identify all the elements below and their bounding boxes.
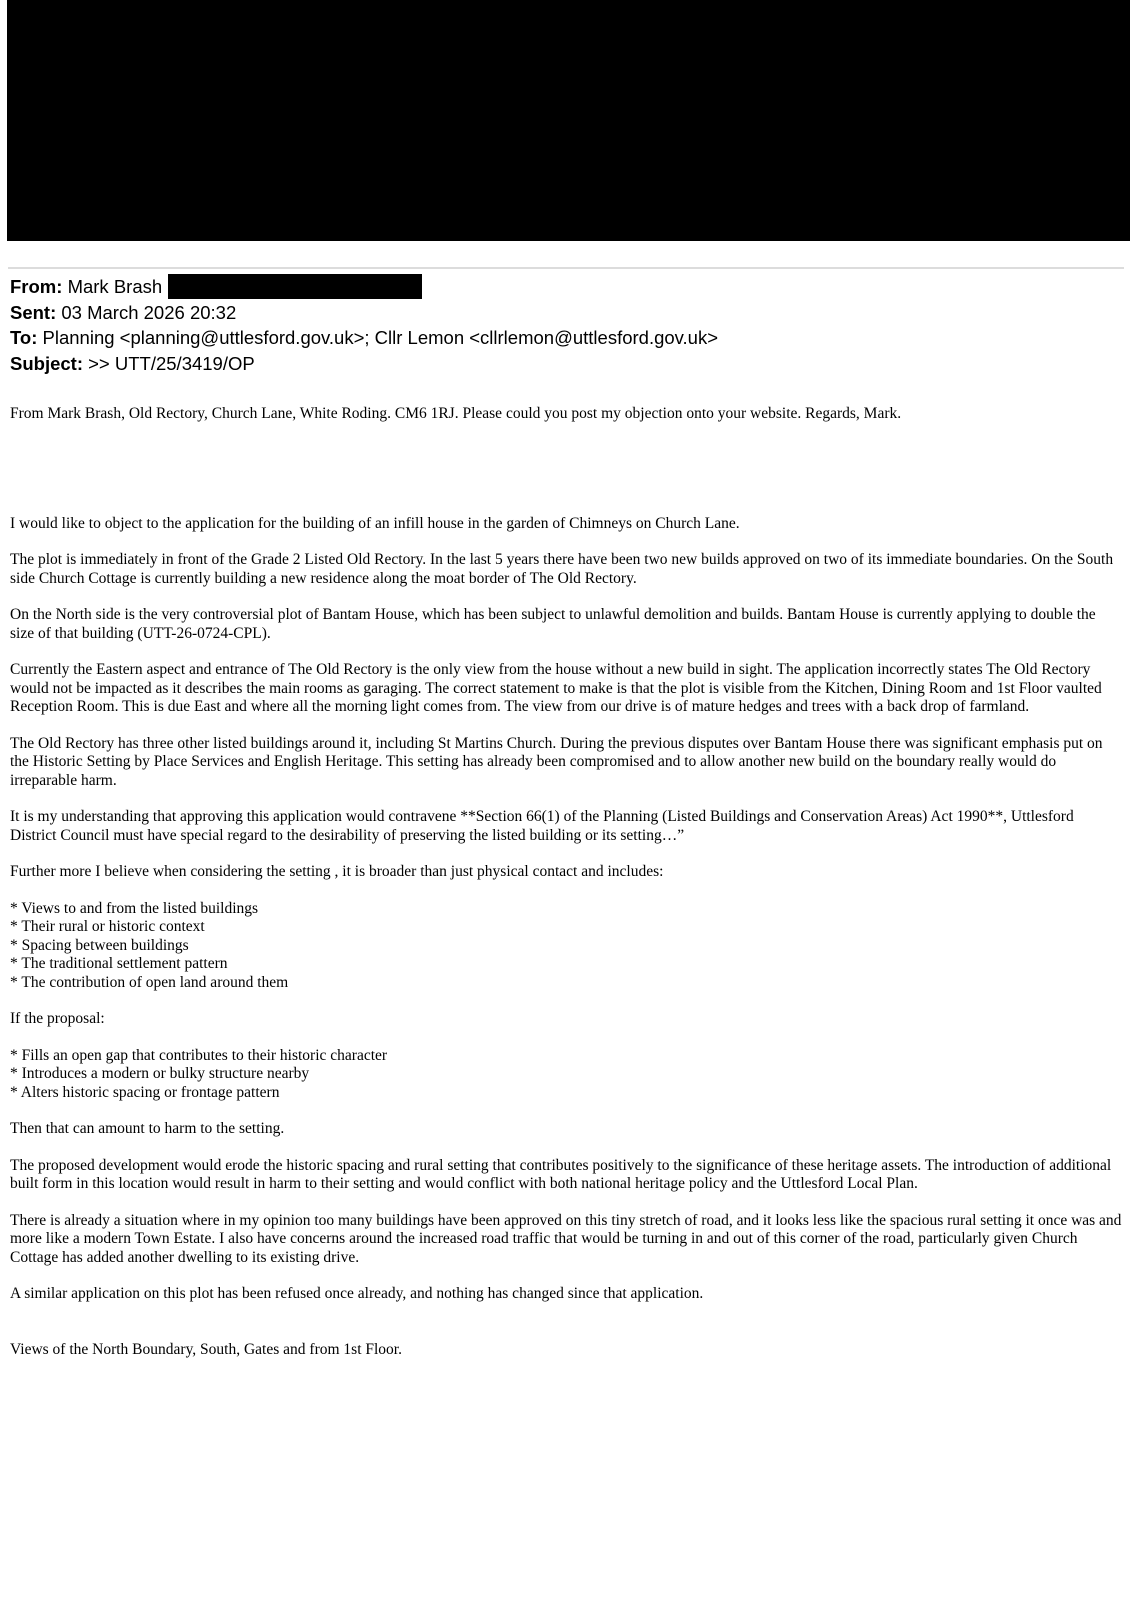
harm-paragraph: Then that can amount to harm to the setting. [10,1120,285,1137]
to-label: To: [10,327,38,348]
redacted-header-block [7,0,1130,241]
subject-label: Subject: [10,352,83,374]
objection-paragraph: I would like to object to the application for the building of an infill house in the garden of Chimneys on Church Lane. [10,514,740,532]
plot-paragraph: The plot is immediately in front of the Grade 2 Listed Old Rectory. In the last 5 years there have been two new builds approved on two of its immediate boundaries. On the South side Church Cottage is currently building a new residence along the moat border of The Old Rectory. [10,551,1114,587]
list-item: * Spacing between buildings [10,936,189,954]
north-side-paragraph: On the North side is the very controversial plot of Bantam House, which has been subject to unlawful demolition and builds. Bantam House is currently applying to double the size of that building (UTT-26-0724-CPL). [10,606,1096,642]
development-paragraph: The proposed development would erode the historic spacing and rural setting that contributes positively to the significance of these heritage assets. The introduction of additional built form in this location would result in harm to their setting and would conflict with both national heritage policy and the Uttlesford Local Plan. [10,1156,1112,1192]
sent-label: Sent: [10,301,57,323]
from-row [10,274,1120,300]
listed-buildings-paragraph: The Old Rectory has three other listed buildings around it, including St Martins Church. During the previous disputes over Bantam House there was significant emphasis put on the Historic Setting by Place Services and English Heritage. This setting has already been compromised and to allow another new build on the boundary really would do irreparable harm. [10,734,1103,789]
sent-value: 03 March 2026 20:32 [61,301,237,323]
list-item: * Fills an open gap that contributes to their historic character [10,1046,388,1064]
to-value: Planning <planning@uttlesford.gov.uk>; Cllr Lemon <cllrlemon@uttlesford.gov.uk> [42,327,719,348]
list-item: * The traditional settlement pattern [10,955,228,972]
legislation-paragraph: It is my understanding that approving this application would contravene **Section 66(1) of the Planning (Listed Buildings and Conservation Areas) Act 1990**, Uttlesford District Council must have special regard to the desirability of preserving the listed building or its setting…” [10,808,1074,844]
list-item: * Introduces a modern or bulky structure nearby [10,1065,310,1082]
from-value: Mark Brash [67,276,163,297]
setting-paragraph: Further more I believe when considering the setting , it is broader than just physical contact and includes: [10,863,664,880]
header-separator [8,267,1124,269]
views-paragraph: Views of the North Boundary, South, Gates and from 1st Floor. [10,1340,402,1358]
list-item: * Views to and from the listed buildings [10,899,259,917]
subject-value: >> UTT/25/3419/OP [88,352,255,374]
list-item: * Alters historic spacing or frontage pattern [10,1083,280,1101]
subject-row [10,351,1120,377]
from-label: From: [10,276,63,297]
to-row [10,325,1120,351]
intro-paragraph: From Mark Brash, Old Rectory, Church Lane, White Roding. CM6 1RJ. Please could you post my objection onto your website. Regards, Mark. [10,405,902,422]
email-header [10,274,1120,376]
redacted-email-address [168,274,422,299]
proposal-paragraph: If the proposal: [10,1010,105,1027]
eastern-aspect-paragraph: Currently the Eastern aspect and entrance of The Old Rectory is the only view from the house without a new build in sight. The application incorrectly states The Old Rectory would not be impacted as it describes the main rooms as garaging. The correct statement to make is that the plot is visible from the Kitchen, Dining Room and 1st Floor vaulted Reception Room. This is due East and where all the morning light comes from. The view from our drive is of mature hedges and trees with a back drop of farmland. [10,661,1102,715]
proposal-list [10,1047,1122,1103]
list-item: * Their rural or historic context [10,918,205,935]
setting-list [10,900,1122,993]
email-body [10,405,1122,1359]
list-item: * The contribution of open land around them [10,973,289,991]
road-traffic-paragraph: There is already a situation where in my opinion too many buildings have been approved on this tiny stretch of road, and it looks less like the spacious rural setting it once was and more like a modern Town Estate. I also have concerns around the increased road traffic that would be turning in and out of this corner of the road, particularly given Church Cottage has added another dwelling to its existing drive. [10,1211,1122,1266]
sent-row [10,300,1120,326]
refused-paragraph: A similar application on this plot has been refused once already, and nothing has changed since that application. [10,1285,704,1302]
